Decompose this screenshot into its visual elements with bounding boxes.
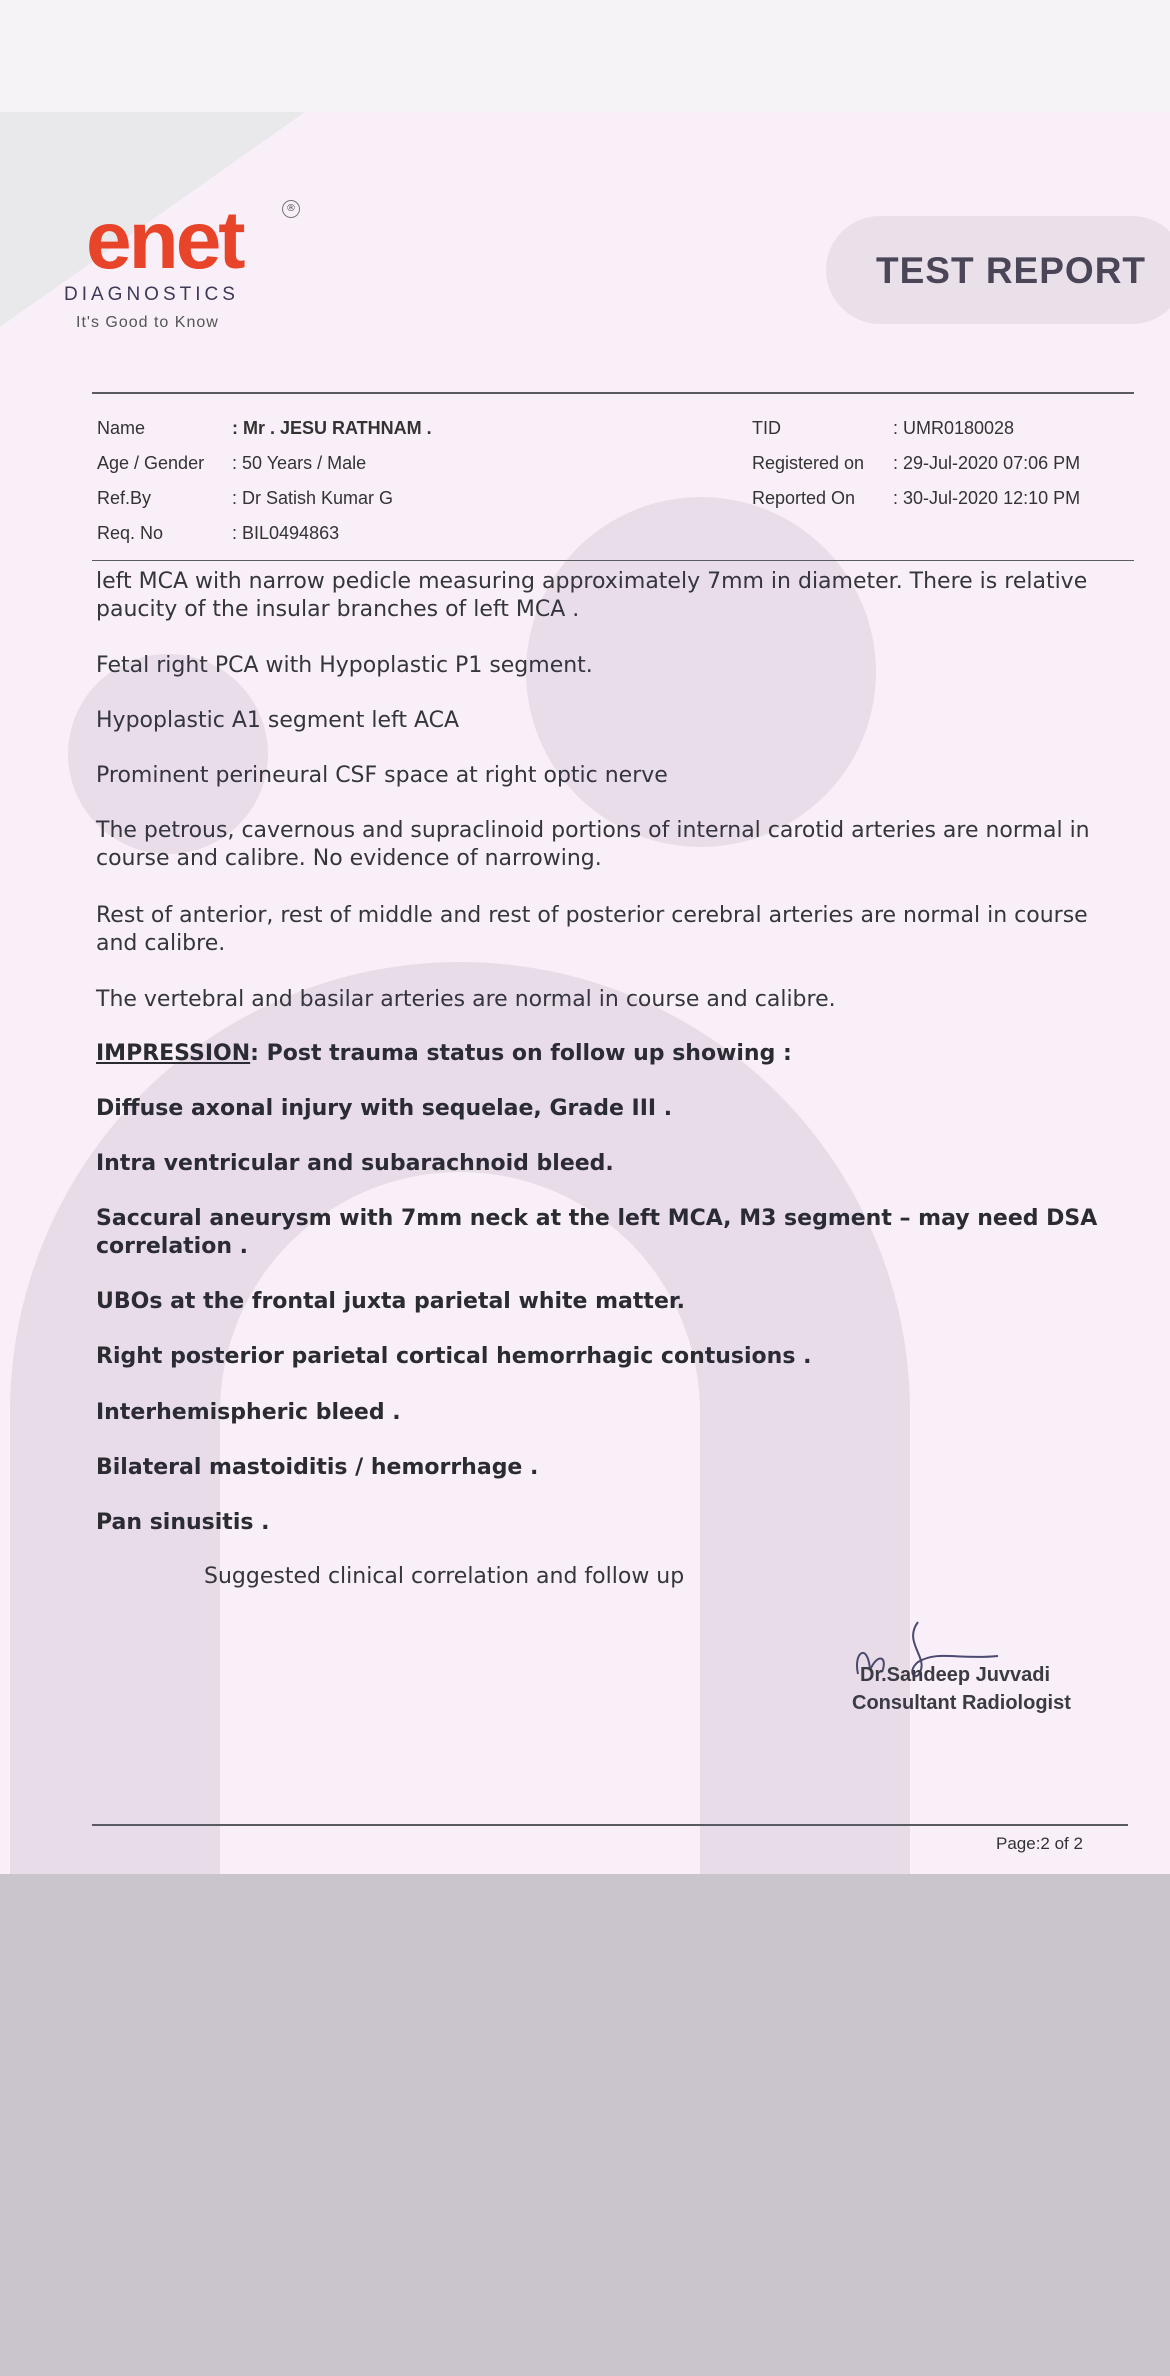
impression-item: UBOs at the frontal juxta parietal white matter. [96, 1289, 685, 1314]
reported-on-label: Reported On [752, 488, 856, 508]
impression-item: Right posterior parietal cortical hemorrhagic contusions . [96, 1344, 812, 1369]
bottom-blank-area [0, 1874, 1170, 2376]
header-rule [92, 392, 1134, 394]
registered-on-value: : 29-Jul-2020 07:06 PM [893, 453, 1081, 473]
impression-item: Saccural aneurysm with 7mm neck at the left MCA, M3 segment – may need DSA correlation . [96, 1206, 1098, 1259]
logo-tagline: It's Good to Know [76, 314, 219, 331]
suggestion-text: Suggested clinical correlation and follow up [204, 1564, 685, 1589]
registered-on-label: Registered on [752, 453, 865, 473]
footer-rule [92, 1824, 1128, 1826]
logo-wordmark: enet [86, 195, 243, 286]
impression-item: Interhemispheric bleed . [96, 1400, 401, 1425]
impression-item: Bilateral mastoiditis / hemorrhage . [96, 1455, 539, 1480]
impression-item: Pan sinusitis . [96, 1510, 270, 1535]
impression-label: IMPRESSION [96, 1041, 251, 1066]
page-number: Page:2 of 2 [996, 1834, 1083, 1853]
tid-value: : UMR0180028 [893, 418, 1015, 438]
age-gender-value: : 50 Years / Male [232, 453, 367, 473]
tid-label: TID [752, 418, 781, 438]
finding-paragraph: Fetal right PCA with Hypoplastic P1 segment. [96, 653, 593, 678]
signatory-title: Consultant Radiologist [852, 1692, 1071, 1714]
age-gender-label: Age / Gender [97, 453, 205, 473]
impression-item: Intra ventricular and subarachnoid bleed. [96, 1151, 614, 1176]
impression-heading-text: : Post trauma status on follow up showing : [250, 1041, 792, 1066]
req-no-label: Req. No [97, 523, 164, 543]
name-label: Name [97, 418, 146, 438]
meta-rule [92, 560, 1134, 561]
req-no-value: : BIL0494863 [232, 523, 340, 543]
name-value: : Mr . JESU RATHNAM . [232, 418, 432, 438]
finding-paragraph: The petrous, cavernous and supraclinoid portions of internal carotid arteries are normal in course and calibre. No evidence of narrowing. [96, 818, 1090, 871]
reported-on-value: : 30-Jul-2020 12:10 PM [893, 488, 1081, 508]
impression-heading [96, 1040, 1116, 1068]
logo-subtitle: DIAGNOSTICS [64, 284, 239, 305]
ref-by-label: Ref.By [97, 488, 152, 508]
registered-mark: ® [282, 200, 300, 218]
report-page [0, 112, 1170, 1874]
finding-paragraph: Prominent perineural CSF space at right optic nerve [96, 763, 668, 788]
report-title: TEST REPORT [876, 250, 1147, 291]
signatory-name: Dr.Sandeep Juvvadi [860, 1664, 1051, 1686]
top-status-band [0, 0, 1170, 112]
ref-by-value: : Dr Satish Kumar G [232, 488, 394, 508]
finding-paragraph: left MCA with narrow pedicle measuring approximately 7mm in diameter. There is relative paucity of the insular branches of left MCA . [96, 569, 1088, 622]
finding-paragraph: Rest of anterior, rest of middle and rest of posterior cerebral arteries are normal in course and calibre. [96, 903, 1088, 956]
finding-paragraph: The vertebral and basilar arteries are normal in course and calibre. [96, 987, 836, 1012]
finding-paragraph: Hypoplastic A1 segment left ACA [96, 708, 460, 733]
impression-item: Diffuse axonal injury with sequelae, Grade III . [96, 1096, 673, 1121]
